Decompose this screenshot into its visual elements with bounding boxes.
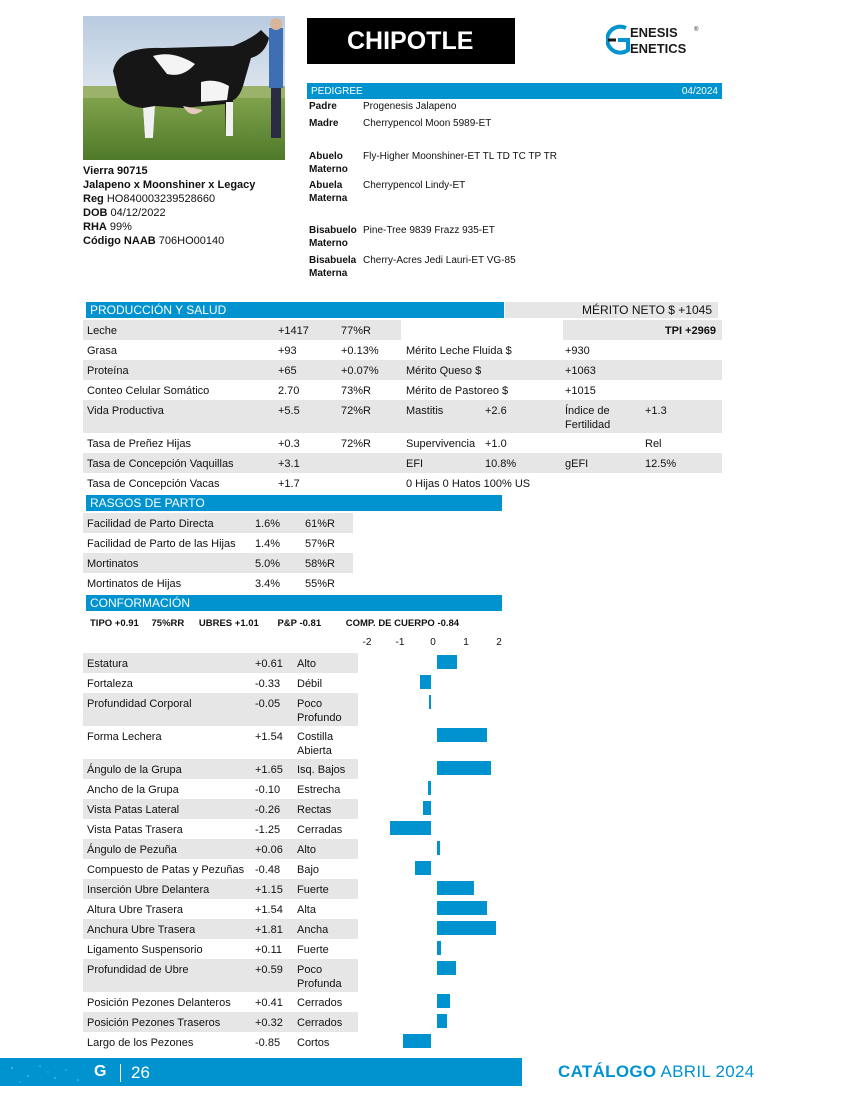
production-cell: Mérito de Pastoreo $ — [406, 385, 509, 397]
trait-value: +0.61 — [255, 658, 283, 670]
production-cell: +1417 — [278, 325, 309, 337]
calving-reliability: 58%R — [305, 558, 335, 570]
trait-descriptor: Cortos — [297, 1037, 330, 1049]
trait-value: -0.85 — [255, 1037, 281, 1049]
reg-value: HO840003239528660 — [106, 193, 216, 205]
production-cell: +1063 — [565, 365, 596, 377]
trait-bar — [437, 921, 496, 935]
trait-bar — [437, 881, 474, 895]
footer-logo-icon: G — [94, 1063, 107, 1080]
comp-score: COMP. DE CUERPO -0.84 — [345, 618, 460, 629]
trait-name: Posición Pezones Delanteros — [87, 997, 231, 1009]
trait-bar — [420, 675, 431, 689]
production-cell: 72%R — [341, 438, 371, 450]
trait-descriptor: Costilla Abierta — [297, 731, 334, 757]
calving-value: 1.4% — [255, 538, 281, 550]
axis-tick-label: 0 — [430, 637, 436, 648]
calving-value: 1.6% — [255, 518, 281, 530]
sire-pedigree-line: Jalapeno x Moonshiner x Legacy — [83, 179, 256, 191]
calving-trait: Mortinatos de Hijas — [87, 578, 182, 590]
trait-descriptor: Poco Profundo — [297, 698, 342, 724]
trait-name: Profundidad Corporal — [87, 698, 192, 710]
pedigree-key: Bisabuelo Materno — [309, 225, 357, 249]
trait-bar — [437, 901, 487, 915]
trait-value: +1.81 — [255, 924, 283, 936]
trait-bar — [437, 1014, 447, 1028]
calving-trait: Mortinatos — [87, 558, 139, 570]
axis-tick-label: 2 — [496, 637, 502, 648]
trait-descriptor: Alto — [297, 844, 316, 856]
trait-value: +0.59 — [255, 964, 283, 976]
trait-value: +0.32 — [255, 1017, 283, 1029]
trait-name: Ángulo de la Grupa — [87, 764, 182, 776]
pedigree-value: Cherrypencol Moon 5989-ET — [363, 118, 492, 129]
production-cell: 73%R — [341, 385, 371, 397]
catalog-title-date: ABRIL 2024 — [660, 1062, 755, 1081]
production-cell: 2.70 — [278, 385, 300, 397]
trait-name: Vista Patas Lateral — [87, 804, 180, 816]
trait-descriptor: Débil — [297, 678, 323, 690]
production-cell: +0.07% — [341, 365, 379, 377]
bull-name: CHIPOTLE — [307, 18, 515, 64]
sire-id: Vierra 90715 — [83, 165, 148, 177]
trait-bar — [437, 841, 440, 855]
pedigree-key: Madre — [309, 118, 339, 129]
trait-descriptor: Estrecha — [297, 784, 341, 796]
calving-reliability: 61%R — [305, 518, 335, 530]
axis-tick-label: 1 — [463, 637, 469, 648]
trait-bar — [403, 1034, 431, 1048]
calving-trait: Facilidad de Parto de las Hijas — [87, 538, 236, 550]
trait-bar — [423, 801, 431, 815]
trait-value: -1.25 — [255, 824, 281, 836]
production-cell: Tasa de Preñez Hijas — [87, 438, 191, 450]
brand-logo — [606, 22, 718, 58]
production-cell: EFI — [406, 458, 424, 470]
production-cell: Mastitis — [406, 405, 444, 417]
trait-descriptor: Cerradas — [297, 824, 343, 836]
conformation-header: CONFORMACIÓN — [86, 595, 502, 611]
trait-bar — [428, 781, 431, 795]
trait-value: -0.10 — [255, 784, 281, 796]
net-merit: MÉRITO NETO $ +1045 — [505, 302, 718, 318]
production-cell: Proteína — [87, 365, 129, 377]
logo-line2: ENETICS — [630, 41, 687, 56]
production-cell: 0 Hijas 0 Hatos 100% US — [406, 478, 531, 490]
pedigree-title: PEDIGREE — [311, 85, 363, 97]
production-cell: +2.6 — [485, 405, 507, 417]
production-cell: 77%R — [341, 325, 371, 337]
trait-name: Profundidad de Ubre — [87, 964, 189, 976]
trait-value: -0.05 — [255, 698, 281, 710]
production-cell: +0.13% — [341, 345, 379, 357]
catalog-title-bold: CATÁLOGO — [558, 1062, 657, 1081]
axis-tick-label: -1 — [395, 637, 405, 648]
trait-value: -0.33 — [255, 678, 281, 690]
trait-bar — [429, 695, 432, 709]
naab-label: Código NAAB — [83, 235, 156, 247]
trait-name: Altura Ubre Trasera — [87, 904, 183, 916]
trait-value: -0.26 — [255, 804, 281, 816]
bull-photo — [83, 16, 285, 160]
trait-name: Inserción Ubre Delantera — [87, 884, 210, 896]
conformation-summary — [90, 618, 459, 629]
trait-bar — [437, 961, 456, 975]
trait-name: Estatura — [87, 658, 128, 670]
trait-bar — [415, 861, 431, 875]
pedigree-value: Fly-Higher Moonshiner-ET TL TD TC TP TR — [363, 151, 557, 162]
dob-value: 04/12/2022 — [110, 207, 166, 219]
tipo-reliability: 75%RR — [151, 618, 185, 629]
ubres-score: UBRES +1.01 — [198, 618, 259, 629]
trait-name: Compuesto de Patas y Pezuñas — [87, 864, 245, 876]
footer-bar — [0, 1058, 522, 1086]
production-cell: +1.3 — [645, 405, 667, 417]
trait-bar — [437, 761, 491, 775]
trait-descriptor: Bajo — [297, 864, 320, 876]
production-cell: +3.1 — [278, 458, 300, 470]
dob-label: DOB — [83, 207, 108, 219]
production-header: PRODUCCIÓN Y SALUD — [86, 302, 504, 318]
logo-mark: ® — [694, 27, 699, 33]
pp-score: P&P -0.81 — [277, 618, 322, 629]
production-cell: +930 — [565, 345, 590, 357]
production-cell: Índice de Fertilidad — [565, 405, 611, 431]
rha-label: RHA — [83, 221, 107, 233]
calving-trait: Facilidad de Parto Directa — [87, 518, 214, 530]
trait-bar — [390, 821, 431, 835]
pedigree-value: Pine-Tree 9839 Frazz 935-ET — [363, 225, 495, 236]
trait-descriptor: Ancha — [297, 924, 329, 936]
calving-reliability: 57%R — [305, 538, 335, 550]
trait-descriptor: Fuerte — [297, 944, 329, 956]
pedigree-key: Abuelo Materno — [309, 151, 348, 175]
trait-value: +1.54 — [255, 904, 283, 916]
axis-tick-label: -2 — [362, 637, 372, 648]
production-cell: Supervivencia — [406, 438, 476, 450]
tpi-score: TPI +2969 — [664, 325, 716, 337]
production-cell: +1.0 — [485, 438, 507, 450]
production-cell: Rel — [645, 438, 662, 450]
production-cell: gEFI — [565, 458, 589, 470]
calving-value: 3.4% — [255, 578, 281, 590]
pedigree-key: Bisabuela Materna — [309, 255, 357, 279]
production-cell: +1.7 — [278, 478, 300, 490]
rha-value: 99% — [109, 221, 132, 233]
trait-descriptor: Fuerte — [297, 884, 329, 896]
footer-divider — [120, 1064, 121, 1082]
naab-value: 706HO00140 — [158, 235, 225, 247]
pedigree-date: 04/2024 — [681, 85, 718, 97]
page-number: 26 — [131, 1063, 150, 1082]
trait-descriptor: Rectas — [297, 804, 332, 816]
trait-descriptor: Isq. Bajos — [297, 764, 346, 776]
pedigree-value: Cherrypencol Lindy-ET — [363, 180, 466, 191]
trait-bar — [437, 728, 487, 742]
trait-name: Largo de los Pezones — [87, 1037, 194, 1049]
production-cell: Leche — [87, 325, 117, 337]
trait-descriptor: Alta — [297, 904, 316, 916]
production-cell: +65 — [278, 365, 297, 377]
trait-name: Anchura Ubre Trasera — [87, 924, 196, 936]
trait-descriptor: Poco Profunda — [297, 964, 342, 990]
calving-value: 5.0% — [255, 558, 281, 570]
trait-name: Vista Patas Trasera — [87, 824, 183, 836]
trait-name: Ángulo de Pezuña — [87, 844, 177, 856]
production-cell: Mérito Leche Fluida $ — [406, 345, 512, 357]
production-cell: 12.5% — [645, 458, 677, 470]
trait-value: +0.06 — [255, 844, 283, 856]
calving-header: RASGOS DE PARTO — [86, 495, 502, 511]
catalog-title — [558, 1062, 755, 1082]
sire-info — [83, 164, 298, 248]
production-cell: +93 — [278, 345, 297, 357]
pedigree-key: Abuela Materna — [309, 180, 348, 204]
trait-value: -0.48 — [255, 864, 281, 876]
trait-value: +0.41 — [255, 997, 283, 1009]
trait-bar — [437, 994, 450, 1008]
production-cell: +0.3 — [278, 438, 300, 450]
pedigree-key: Padre — [309, 101, 337, 112]
trait-value: +1.54 — [255, 731, 283, 743]
production-cell: +1015 — [565, 385, 596, 397]
production-cell: Mérito Queso $ — [406, 365, 482, 377]
trait-name: Ligamento Suspensorio — [87, 944, 203, 956]
trait-bar — [437, 941, 441, 955]
trait-bar — [437, 655, 457, 669]
production-cell: +5.5 — [278, 405, 300, 417]
trait-value: +0.11 — [255, 944, 283, 956]
production-cell: Grasa — [87, 345, 117, 357]
reg-label: Reg — [83, 193, 104, 205]
production-cell: Vida Productiva — [87, 405, 164, 417]
trait-name: Fortaleza — [87, 678, 133, 690]
pedigree-value: Cherry-Acres Jedi Lauri-ET VG-85 — [363, 255, 516, 266]
trait-value: +1.65 — [255, 764, 283, 776]
trait-descriptor: Cerrados — [297, 1017, 343, 1029]
tipo-score: TIPO +0.91 — [90, 618, 139, 629]
logo-line1: ENESIS — [630, 25, 678, 40]
trait-name: Posición Pezones Traseros — [87, 1017, 221, 1029]
calving-reliability: 55%R — [305, 578, 335, 590]
production-cell: 72%R — [341, 405, 371, 417]
pedigree-value: Progenesis Jalapeno — [363, 101, 457, 112]
production-cell: 10.8% — [485, 458, 517, 470]
trait-descriptor: Cerrados — [297, 997, 343, 1009]
production-cell: Tasa de Concepción Vaquillas — [87, 458, 234, 470]
trait-name: Ancho de la Grupa — [87, 784, 179, 796]
trait-descriptor: Alto — [297, 658, 316, 670]
production-cell: Conteo Celular Somático — [87, 385, 210, 397]
trait-value: +1.15 — [255, 884, 283, 896]
production-cell: Tasa de Concepción Vacas — [87, 478, 220, 490]
pedigree-header — [307, 83, 722, 99]
trait-name: Forma Lechera — [87, 731, 162, 743]
